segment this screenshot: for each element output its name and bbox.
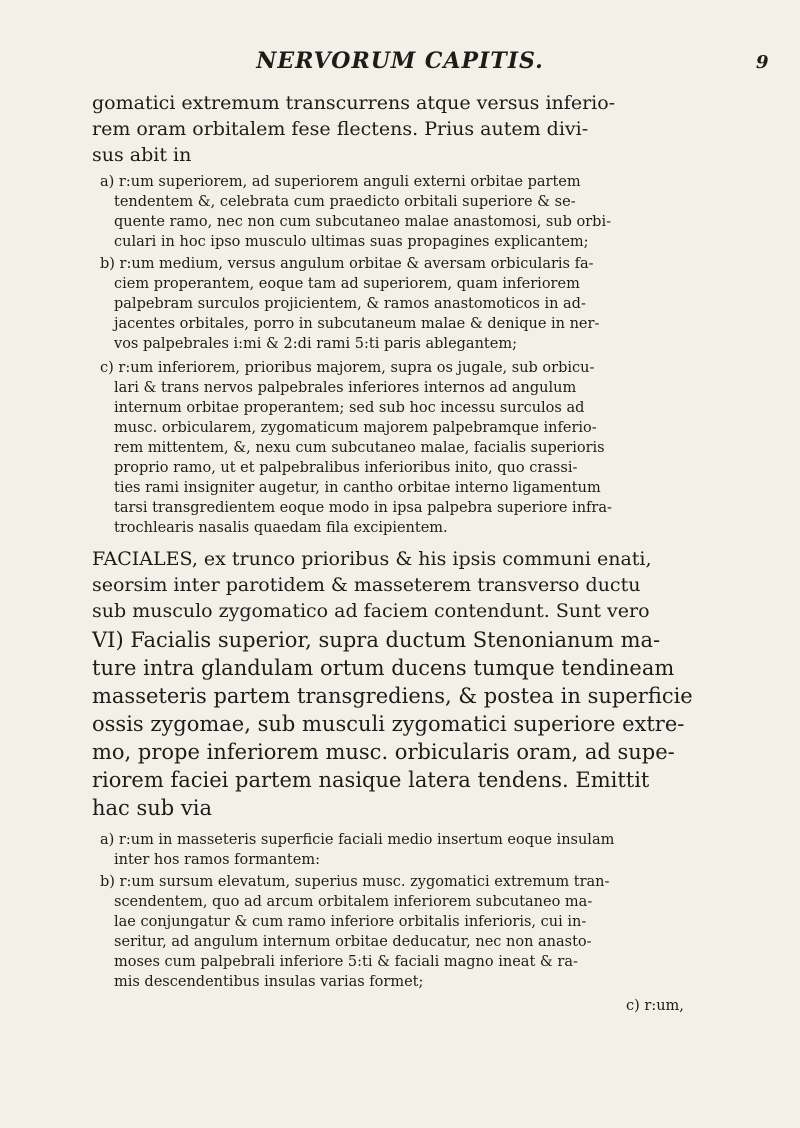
text-line: VI) Facialis superior, supra ductum Stenonianum ma- bbox=[92, 628, 661, 652]
text-line: rem mittentem, &, nexu cum subcutaneo malae, facialis superioris bbox=[114, 440, 605, 456]
text-line: lae conjungatur & cum ramo inferiore orbitalis inferioris, cui in- bbox=[114, 914, 587, 930]
text-line: seritur, ad angulum internum orbitae deducatur, nec non anasto- bbox=[114, 934, 592, 950]
text-line: mis descendentibus insulas varias formet; bbox=[114, 974, 424, 990]
text-line: ciem properantem, eoque tam ad superiorem, quam inferiorem bbox=[114, 276, 580, 292]
text-line: inter hos ramos formantem: bbox=[114, 852, 320, 868]
running-title: NERVORUM CAPITIS. bbox=[256, 48, 544, 74]
text-line: seorsim inter parotidem & masseterem transverso ductu bbox=[92, 574, 641, 596]
text-line: FACIALES, ex trunco prioribus & his ipsis communi enati, bbox=[92, 548, 652, 570]
text-line: a) r:um in masseteris superficie faciali medio insertum eoque insulam bbox=[100, 832, 615, 848]
text-line: sus abit in bbox=[92, 144, 192, 166]
text-line: hac sub via bbox=[92, 796, 213, 820]
text-line: tarsi transgredientem eoque modo in ipsa palpebra superiore infra- bbox=[114, 500, 612, 516]
text-line: c) r:um inferiorem, prioribus majorem, supra os jugale, sub orbicu- bbox=[100, 360, 595, 376]
text-line: ties rami insigniter augetur, in cantho orbitae interno ligamentum bbox=[114, 480, 601, 496]
text-line: riorem faciei partem nasique latera tendens. Emittit bbox=[92, 768, 650, 792]
text-line: proprio ramo, ut et palpebralibus inferioribus inito, quo crassi- bbox=[114, 460, 578, 476]
text-line: jacentes orbitales, porro in subcutaneum malae & denique in ner- bbox=[114, 316, 600, 332]
text-line: palpebram surculos projicientem, & ramos anastomoticos in ad- bbox=[114, 296, 586, 312]
text-line: gomatici extremum transcurrens atque versus inferio- bbox=[92, 92, 616, 114]
text-line: tendentem &, celebrata cum praedicto orbitali superiore & se- bbox=[114, 194, 576, 210]
text-line: a) r:um superiorem, ad superiorem anguli externi orbitae partem bbox=[100, 174, 581, 190]
catchword: c) r:um, bbox=[626, 998, 684, 1014]
text-line: ossis zygomae, sub musculi zygomatici superiore extre- bbox=[92, 712, 685, 736]
text-line: b) r:um sursum elevatum, superius musc. zygomatici extremum tran- bbox=[100, 874, 610, 890]
text-line: moses cum palpebrali inferiore 5:ti & faciali magno ineat & ra- bbox=[114, 954, 578, 970]
text-line: scendentem, quo ad arcum orbitalem inferiorem subcutaneo ma- bbox=[114, 894, 593, 910]
page-number: 9 bbox=[756, 52, 769, 73]
text-line: mo, prope inferiorem musc. orbicularis oram, ad supe- bbox=[92, 740, 675, 764]
text-line: masseteris partem transgrediens, & postea in superficie bbox=[92, 684, 693, 708]
text-line: b) r:um medium, versus angulum orbitae & aversam orbicularis fa- bbox=[100, 256, 594, 272]
text-line: internum orbitae properantem; sed sub hoc incessu surculos ad bbox=[114, 400, 585, 416]
text-line: lari & trans nervos palpebrales inferiores internos ad angulum bbox=[114, 380, 577, 396]
text-line: musc. orbicularem, zygomaticum majorem palpebramque inferio- bbox=[114, 420, 597, 436]
text-line: culari in hoc ipso musculo ultimas suas propagines explicantem; bbox=[114, 234, 589, 250]
text-line: sub musculo zygomatico ad faciem contendunt. Sunt vero bbox=[92, 600, 650, 622]
text-line: trochlearis nasalis quaedam fila excipientem. bbox=[114, 520, 448, 536]
text-line: rem oram orbitalem fese flectens. Prius autem divi- bbox=[92, 118, 589, 140]
text-line: ture intra glandulam ortum ducens tumque tendineam bbox=[92, 656, 675, 680]
text-line: vos palpebrales i:mi & 2:di rami 5:ti paris ablegantem; bbox=[114, 336, 517, 352]
text-line: quente ramo, nec non cum subcutaneo malae anastomosi, sub orbi- bbox=[114, 214, 611, 230]
